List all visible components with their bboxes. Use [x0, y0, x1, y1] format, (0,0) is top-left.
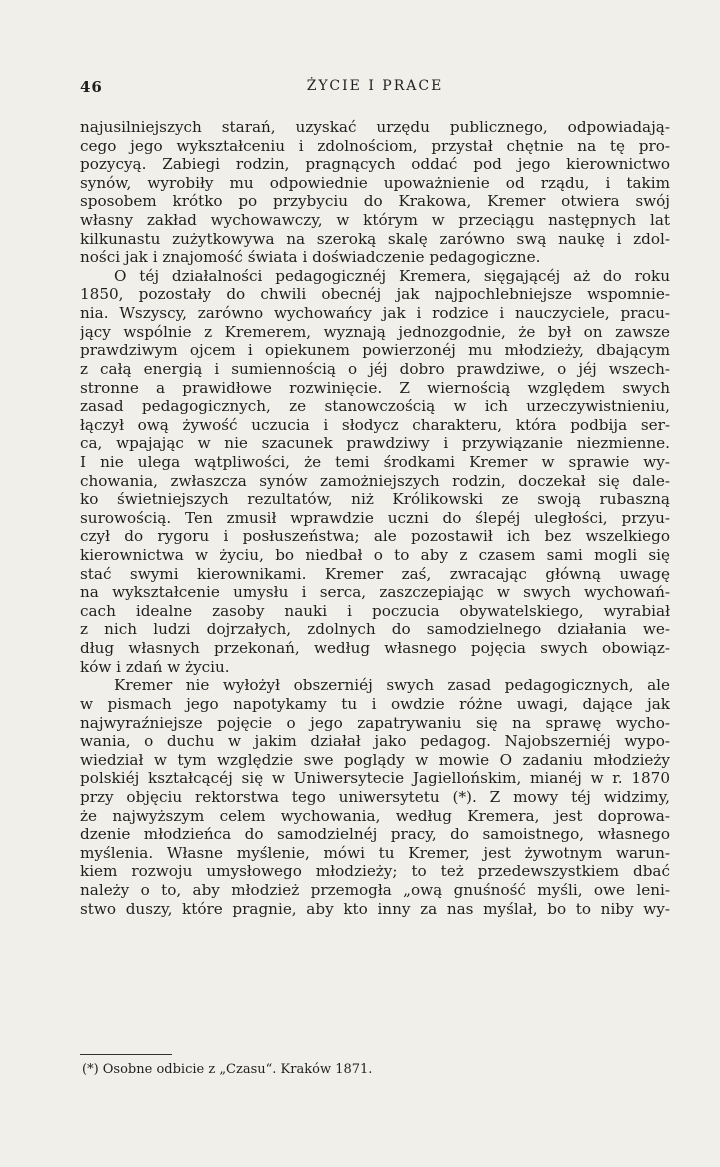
text-line: synów, wyrobiły mu odpowiednie upoważnienie od rządu, i takim	[80, 173, 670, 192]
text-line: stwo duszy, które pragnie, aby kto inny za nas myślał, bo to niby wy-	[80, 899, 670, 918]
text-line: wania, o duchu w jakim działał jako pedagog. Najobszerniéj wypo-	[80, 732, 670, 751]
text-line: jący wspólnie z Kremerem, wyznają jednozgodnie, że był on zawsze	[80, 322, 670, 341]
text-line: dług własnych przekonań, według własnego pojęcia swych obowiąz-	[80, 639, 670, 658]
text-line: ków i zdań w życiu.	[80, 657, 230, 676]
text-line: cego jego wykształceniu i zdolnościom, przystał chętnie na tę pro-	[80, 136, 670, 155]
text-line: najusilniejszych starań, uzyskać urzędu publicznego, odpowiadają-	[80, 118, 670, 136]
text-line: stać swymi kierownikami. Kremer zaś, zwracając główną uwagę	[80, 564, 670, 583]
body-text	[80, 118, 670, 918]
text-line: I nie ulega wątpliwości, że temi środkami Kremer w sprawie wy-	[80, 452, 670, 471]
text-line: wiedział w tym względzie swe poglądy w mowie O zadaniu młodzieży	[80, 750, 670, 769]
text-line: polskiéj kształcącéj się w Uniwersytecie Jagiellońskim, mianéj w r. 1870	[80, 769, 670, 788]
text-line: ko świetniejszych rezultatów, niż Królikowski ze swoją rubaszną	[80, 490, 670, 509]
text-line: surowością. Ten zmusił wprawdzie uczni do ślepéj uległości, przyu-	[80, 508, 670, 527]
text-line: ności jak i znajomość świata i doświadczenie pedagogiczne.	[80, 248, 541, 267]
running-title: ŻYCIE I PRACE	[306, 78, 444, 94]
text-line: chowania, zwłaszcza synów zamożniejszych rodzin, doczekał się dale-	[80, 471, 670, 490]
text-line: kiem rozwoju umysłowego młodzieży; to też przedewszystkiem dbać	[80, 862, 670, 881]
text-line: najwyraźniejsze pojęcie o jego zapatrywaniu się na sprawę wycho-	[80, 713, 670, 732]
text-line: w pismach jego napotykamy tu i owdzie różne uwagi, dające jak	[80, 694, 670, 713]
footnote: (*) Osobne odbicie z „Czasu“. Kraków 1871.	[82, 1062, 373, 1077]
text-line: myślenia. Własne myślenie, mówi tu Kremer, jest żywotnym warun-	[80, 843, 670, 862]
text-line: przy objęciu rektorstwa tego uniwersytetu (*). Z mowy téj widzimy,	[80, 787, 670, 806]
text-line: Kremer nie wyłożył obszerniéj swych zasad pedagogicznych, ale	[114, 676, 670, 695]
text-line: kierownictwa w życiu, bo niedbał o to aby z czasem sami mogli się	[80, 546, 670, 565]
page-header	[80, 78, 670, 102]
footnote-rule	[80, 1054, 172, 1055]
text-line: na wykształcenie umysłu i serca, zaszczepiając w swych wychowań-	[80, 583, 670, 602]
text-line: ca, wpajając w nie szacunek prawdziwy i przywiązanie niezmienne.	[80, 434, 670, 453]
text-line: nia. Wszyscy, zarówno wychowańcy jak i rodzice i nauczyciele, pracu-	[80, 304, 670, 323]
text-line: należy o to, aby młodzież przemogła „ową gnuśność myśli, owe leni-	[80, 880, 670, 899]
text-line: zasad pedagogicznych, ze stanowczością w ich urzeczywistnieniu,	[80, 397, 670, 416]
text-line: stronne a prawidłowe rozwinięcie. Z wiernością względem swych	[80, 378, 670, 397]
text-line: z nich ludzi dojrzałych, zdolnych do samodzielnego działania we-	[80, 620, 670, 639]
page-number: 46	[80, 78, 103, 96]
text-line: pozycyą. Zabiegi rodzin, pragnących oddać pod jego kierownictwo	[80, 155, 670, 174]
text-line: prawdziwym ojcem i opiekunem powierzonéj mu młodzieży, dbającym	[80, 341, 670, 360]
text-line: że najwyższym celem wychowania, według Kremera, jest doprowa-	[80, 806, 670, 825]
text-line: dzenie młodzieńca do samodzielnéj pracy, do samoistnego, własnego	[80, 825, 670, 844]
text-line: łączył ową żywość uczucia i słodycz charakteru, która podbija ser-	[80, 415, 670, 434]
text-line: O téj działalności pedagogicznéj Kremera, sięgającéj aż do roku	[114, 266, 670, 285]
text-line: własny zakład wychowawczy, w którym w przeciągu następnych lat	[80, 211, 670, 230]
text-line: 1850, pozostały do chwili obecnéj jak najpochlebniejsze wspomnie-	[80, 285, 670, 304]
text-line: czył do rygoru i posłuszeństwa; ale pozostawił ich bez wszelkiego	[80, 527, 670, 546]
text-line: sposobem krótko po przybyciu do Krakowa, Kremer otwiera swój	[80, 192, 670, 211]
text-line: z całą energią i sumiennością o jéj dobro prawdziwe, o jéj wszech-	[80, 359, 670, 378]
text-line: cach idealne zasoby nauki i poczucia obywatelskiego, wyrabiał	[80, 601, 670, 620]
text-line: kilkunastu zużytkowywa na szeroką skalę zarówno swą naukę i zdol-	[80, 229, 670, 248]
